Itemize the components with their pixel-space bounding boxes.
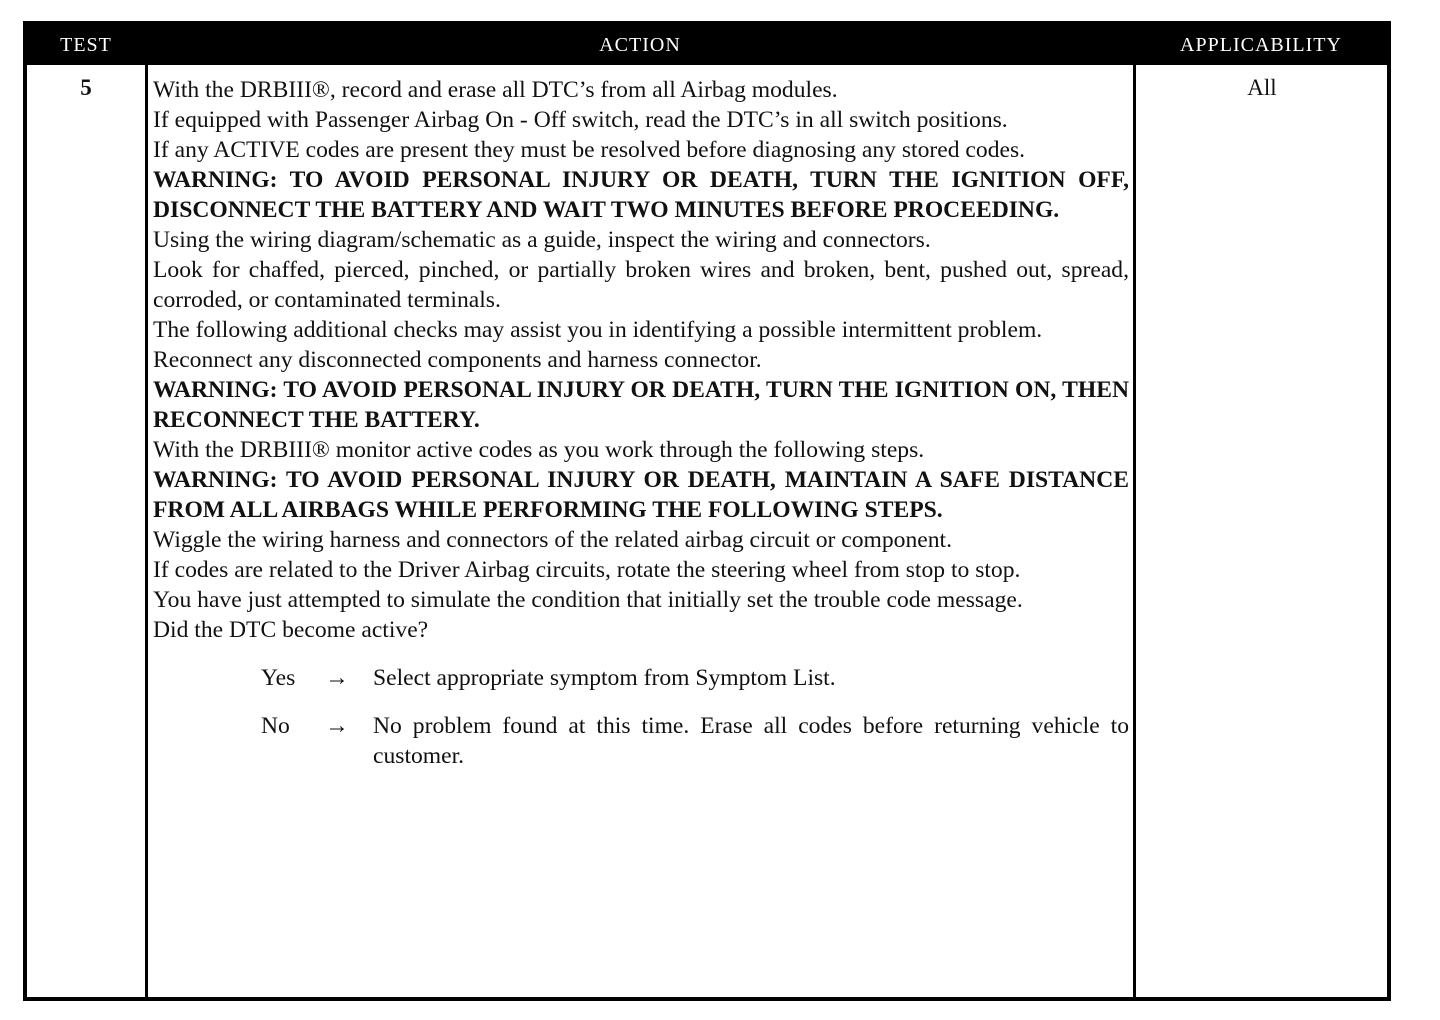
arrow-right-icon: → bbox=[325, 713, 349, 739]
warning-paragraph: WARNING: TO AVOID PERSONAL INJURY OR DEATH, TURN THE IGNITION ON, THEN RECONNECT THE BATTERY. bbox=[153, 377, 1129, 433]
action-paragraph: You have just attempted to simulate the condition that initially set the trouble code message. bbox=[153, 587, 1023, 613]
header-applicability: APPLICABILITY bbox=[1180, 34, 1342, 56]
arrow-right-icon: → bbox=[325, 665, 349, 691]
action-paragraph: With the DRBIII® monitor active codes as you work through the following steps. bbox=[153, 437, 925, 463]
choice-answer: Yes bbox=[261, 665, 296, 691]
action-paragraph: If codes are related to the Driver Airbag circuits, rotate the steering wheel from stop to stop. bbox=[153, 557, 1021, 583]
action-paragraph: Using the wiring diagram/schematic as a guide, inspect the wiring and connectors. bbox=[153, 227, 931, 253]
action-paragraph: Look for chaffed, pierced, pinched, or partially broken wires and broken, bent, pushed out, spread, corroded, or contaminated terminals. bbox=[153, 257, 1129, 313]
choice-no bbox=[153, 711, 1129, 771]
action-paragraph: Reconnect any disconnected components and harness connector. bbox=[153, 347, 762, 373]
action-paragraph: If equipped with Passenger Airbag On - Off switch, read the DTC’s in all switch positions. bbox=[153, 107, 1008, 133]
diagnostic-test-table bbox=[23, 21, 1391, 1001]
action-paragraph: If any ACTIVE codes are present they must be resolved before diagnosing any stored codes. bbox=[153, 137, 1026, 163]
column-divider bbox=[1133, 65, 1136, 997]
warning-paragraph: WARNING: TO AVOID PERSONAL INJURY OR DEATH, MAINTAIN A SAFE DISTANCE FROM ALL AIRBAGS WHILE PERFORMING THE FOLLOWING STEPS. bbox=[153, 467, 1129, 523]
table-header bbox=[27, 25, 1387, 65]
choice-answer: No bbox=[261, 713, 290, 739]
choice-yes bbox=[153, 663, 1129, 693]
header-action: ACTION bbox=[599, 34, 681, 56]
warning-paragraph: WARNING: TO AVOID PERSONAL INJURY OR DEATH, TURN THE IGNITION OFF, DISCONNECT THE BATTERY AND WAIT TWO MINUTES BEFORE PROCEEDING. bbox=[153, 167, 1129, 223]
action-cell bbox=[153, 75, 1129, 771]
applicability-value: All bbox=[1247, 75, 1277, 100]
choice-result: Select appropriate symptom from Symptom List. bbox=[373, 665, 836, 691]
choice-result: No problem found at this time. Erase all codes before returning vehicle to customer. bbox=[373, 713, 1129, 769]
action-paragraph: Wiggle the wiring harness and connectors of the related airbag circuit or component. bbox=[153, 527, 952, 553]
header-test: TEST bbox=[60, 34, 112, 56]
action-paragraph: With the DRBIII®, record and erase all DTC’s from all Airbag modules. bbox=[153, 77, 838, 103]
test-number: 5 bbox=[80, 75, 92, 100]
question-paragraph: Did the DTC become active? bbox=[153, 617, 429, 643]
column-divider bbox=[145, 65, 148, 997]
action-paragraph: The following additional checks may assist you in identifying a possible intermittent problem. bbox=[153, 317, 1043, 343]
